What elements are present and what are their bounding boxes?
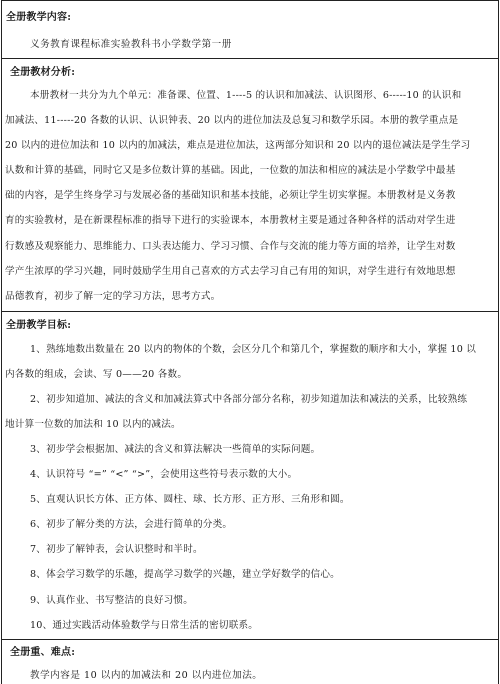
section-heading-goals: 全册教学目标:: [6, 320, 72, 331]
goal-2-line-2: 地计算一位数的加法和 10 以内的减法。: [5, 419, 181, 430]
goal-8: 8、体会学习数学的乐趣，提高学习数学的兴趣，建立学好数学的信心。: [30, 569, 340, 580]
goal-7: 7、初步了解钟表，会认识整时和半时。: [30, 544, 203, 555]
section-heading-analysis: 全册教材分析:: [10, 67, 76, 78]
analysis-line-6: 育的实验教材，是在新课程标准的指导下进行的实验课本，本册教材主要是通过各种各样的活动对学生进: [5, 215, 456, 226]
goal-10: 10、通过实践活动体验数学与日常生活的密切联系。: [30, 620, 259, 631]
analysis-line-7: 行数感及观察能力、思维能力、口头表达能力、学习习惯、合作与交流的能力等方面的培养，让学生对数: [5, 241, 456, 252]
row-divider: [1, 58, 499, 59]
table-border-top: [1, 0, 499, 1]
analysis-line-2: 加减法、11-----20 各数的认识、认识钟表、20 以内的进位加法及总复习和数学乐园。本册的教学重点是: [5, 115, 459, 126]
goal-2-line-1: 2、初步知道加、减法的含义和加减法算式中各部分部分名称，初步知道加法和减法的关系，比较熟练: [30, 394, 468, 405]
section-heading-content: 全册教学内容:: [6, 12, 72, 23]
goal-3: 3、初步学会根据加、减法的含义和算法解决一些简单的实际问题。: [30, 444, 321, 455]
goal-1-line-1: 1、熟练地数出数量在 20 以内的物体的个数，会区分几个和第几个，掌握数的顺序和大小，掌握 10 以: [30, 344, 477, 355]
analysis-line-8: 学产生浓厚的学习兴趣，同时鼓励学生用自己喜欢的方式去学习自己有用的知识，对学生进行有效地思想: [5, 266, 456, 277]
analysis-line-9: 品德教育，初步了解一定的学习方法，思考方式。: [5, 291, 221, 302]
row-divider: [1, 639, 499, 640]
table-border-right: [498, 0, 499, 684]
row-divider: [1, 311, 499, 312]
keypoints-text: 教学内容是 10 以内的加减法和 20 以内进位加法。: [30, 670, 263, 681]
section-heading-keypoints: 全册重、难点:: [10, 647, 76, 658]
analysis-line-5: 础的内容，是学生终身学习与发展必备的基础知识和基本技能，必须让学生切实掌握。本册教材是义务教: [5, 190, 456, 201]
analysis-line-4: 认数和计算的基础，同时它又是多位数计算的基础。因此，一位数的加法和相应的减法是小学数学中最基: [5, 165, 456, 176]
goal-6: 6、初步了解分类的方法，会进行简单的分类。: [30, 519, 233, 530]
goal-1-line-2: 内各数的组成，会读、写 0——20 各数。: [5, 369, 188, 380]
textbook-title: 义务教育课程标准实验教科书小学数学第一册: [30, 39, 232, 50]
goal-5: 5、直观认识长方体、正方体、圆柱、球、长方形、正方形、三角形和圆。: [30, 494, 350, 505]
goal-9: 9、认真作业、书写整洁的良好习惯。: [30, 595, 194, 606]
analysis-line-1: 本册教材一共分为九个单元：准备课、位置、1----5 的认识和加减法、认识图形、6-----10 的认识和: [30, 90, 462, 101]
table-border-left: [1, 0, 2, 684]
analysis-line-3: 20 以内的进位加法和 10 以内的加减法，难点是进位加法，这两部分知识和 20 以内的退位减法是学生学习: [5, 140, 471, 151]
goal-4: 4、认识符号 “=” “<” “>”，会使用这些符号表示数的大小。: [30, 469, 298, 480]
